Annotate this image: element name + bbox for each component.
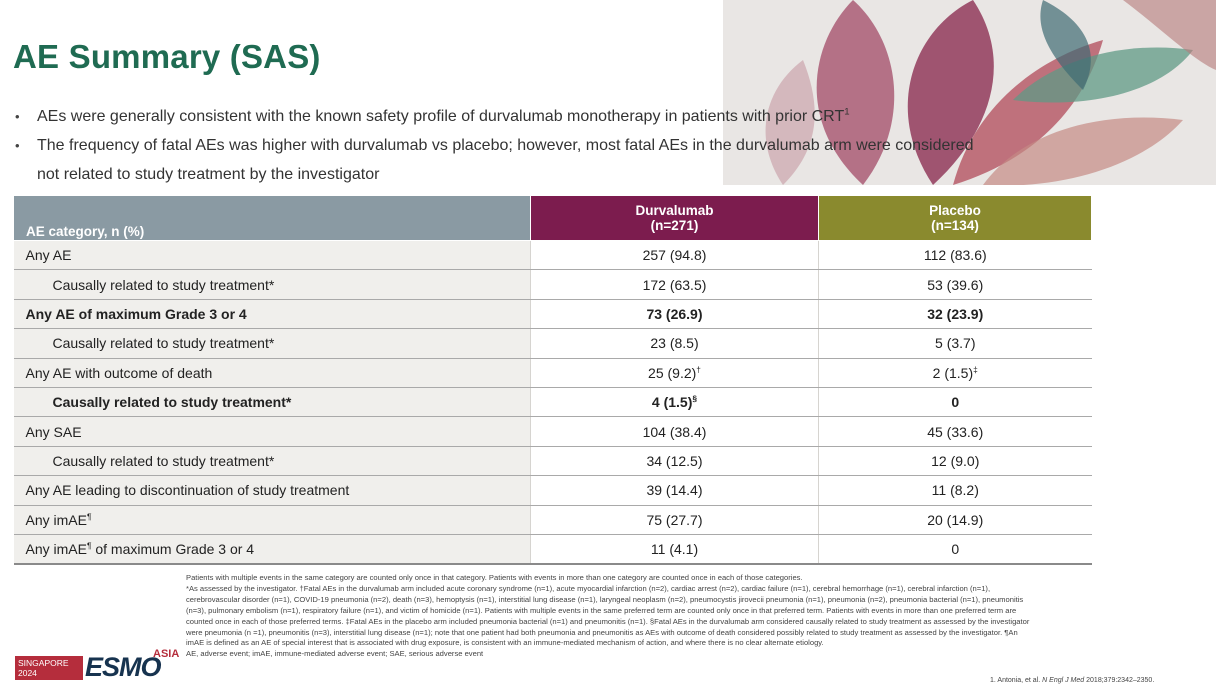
durvalumab-value: 172 (63.5) [531,270,819,299]
placebo-value: 5 (3.7) [819,329,1092,358]
durvalumab-value: 73 (26.9) [531,299,819,328]
row-label: Any AE leading to discontinuation of study treatment [14,476,531,505]
table-row [14,534,1092,564]
placebo-value [819,358,1092,387]
label-superscript: ¶ [86,511,92,522]
table-row [14,505,1092,534]
value-text: 25 (9.2) [648,364,697,381]
label-superscript: ¶ [86,540,92,551]
value-text: 4 (1.5) [651,394,693,411]
logo-year: 2024 [18,668,37,678]
footnote: AE, adverse event; imAE, immune-mediated adverse event; SAE, serious adverse event [186,649,484,659]
column-header-placebo [819,196,1092,241]
row-label: Causally related to study treatment* [14,329,531,358]
durvalumab-n: (n=271) [650,218,699,233]
ae-summary-table [13,195,1092,565]
placebo-value: 45 (33.6) [819,417,1092,446]
row-label: Causally related to study treatment* [14,387,531,416]
bullet-text: The frequency of fatal AEs was higher with durvalumab vs placebo; however, most fatal AEs in the durvalumab arm were considered [37,137,974,154]
table-row [14,417,1092,446]
bullet-text: AEs were generally consistent with the known safety profile of durvalumab monotherapy in patients with prior CRT [37,108,845,125]
row-label: Causally related to study treatment* [14,270,531,299]
label-text: Any imAE [25,541,87,558]
durvalumab-value: 23 (8.5) [531,329,819,358]
reference-journal: N Engl J Med [1042,677,1085,684]
bullet-item [15,102,975,131]
esmo-asia-logo [13,648,180,688]
durvalumab-value [531,358,819,387]
row-label [14,534,531,564]
durvalumab-value: 34 (12.5) [531,446,819,475]
table-row [14,299,1092,328]
value-text: 2 (1.5) [932,364,974,381]
label-suffix: of maximum Grade 3 or 4 [91,541,255,558]
table-row [14,358,1092,387]
row-label: Any AE with outcome of death [14,358,531,387]
label-text: Any imAE [25,511,87,528]
footnote: *As assessed by the investigator. †Fatal AEs in the durvalumab arm included acute coronary syndrome (n=1), acute myocardial infarction (n=2), cardiac arrest (n=2), cardiac failure (n=1), cerebral hemorrhage (n=1), cerebral infarction (n=1), cerebrovascular disorder (n=1), COVID-19 pneumonia (n=2), death (n=3), hemoptysis (n=1), interstitial lung disease (n=1), laryngeal neoplasm (n=2), pneumocystis jirovecii pneumonia (n=1), pneumonia (n=2), pneumonia bacterial (n=1), pneumonitis (n=3), pulmonary embolism (n=1), respiratory failure (n=1), and victim of homicide (n=1). Patients with multiple events in the same preferred term are counted only once in that preferred term. Patients with events in more than one preferred term are counted once in each of those preferred terms. ‡Fatal AEs in the placebo arm included pneumonia bacterial (n=1) and pneumonitis (n=1). §Fatal AEs in the durvalumab arm considered causally related to study treatment as assessed by the investigator were pneumonia (n =1), pneumonitis (n=3), interstitial lung disease (n=1); note that one patient had both pneumonia and pneumonitis as AEs with outcome of death considered possibly related to study treatment as assessed by the investigator. ¶An imAE is defined as an AE of special interest that is associated with drug exposure, is consistent with an immune-mediated mechanism of action, and where there is no clear alternate etiology. [186,583,1030,648]
footnotes [186,573,1031,660]
footnote: Patients with multiple events in the same category are counted only once in that category. Patients with events in more than one category are counted once in each of those categories. [186,573,803,582]
placebo-value: 0 [819,534,1092,564]
bullet-marker: • [15,109,20,124]
value-superscript: ‡ [973,364,978,375]
table-row [14,270,1092,299]
value-superscript: § [692,393,698,404]
logo-brand: ESMO [85,652,161,682]
table-row [14,241,1092,270]
durvalumab-value: 75 (27.7) [531,505,819,534]
reference-citation [990,677,1154,684]
logo-region: ASIA [153,648,180,660]
bullet-marker: • [15,138,20,153]
table-row [14,446,1092,475]
durvalumab-value: 11 (4.1) [531,534,819,564]
placebo-value: 11 (8.2) [819,476,1092,505]
page-title: AE Summary (SAS) [13,38,321,75]
placebo-label: Placebo [929,203,981,218]
durvalumab-value: 39 (14.4) [531,476,819,505]
column-header-durvalumab [531,196,819,241]
bullet-superscript: 1 [844,106,850,118]
placebo-value: 0 [819,387,1092,416]
durvalumab-value: 104 (38.4) [531,417,819,446]
placebo-value: 20 (14.9) [819,505,1092,534]
bullet-list [15,102,975,189]
row-label: Causally related to study treatment* [14,446,531,475]
placebo-value: 32 (23.9) [819,299,1092,328]
row-label: Any AE of maximum Grade 3 or 4 [14,299,531,328]
table-row [14,329,1092,358]
placebo-n: (n=134) [931,218,979,233]
bullet-item [15,131,975,189]
row-label: Any AE [14,241,531,270]
row-label: Any SAE [14,417,531,446]
durvalumab-label: Durvalumab [635,203,714,218]
logo-location-badge [15,656,83,680]
table-row [14,476,1092,505]
durvalumab-value: 257 (94.8) [531,241,819,270]
column-header-category: AE category, n (%) [14,196,531,241]
table-row [14,387,1092,416]
table-header-row [14,196,1092,241]
row-label [14,505,531,534]
durvalumab-value [531,387,819,416]
value-superscript: † [696,364,701,375]
logo-city: SINGAPORE [18,658,69,668]
reference-prefix: 1. Antonia, et al. [990,677,1041,684]
bullet-text-continued: not related to study treatment by the investigator [37,166,380,183]
placebo-value: 53 (39.6) [819,270,1092,299]
placebo-value: 112 (83.6) [819,241,1092,270]
reference-suffix: 2018;379:2342–2350. [1086,677,1155,684]
placebo-value: 12 (9.0) [819,446,1092,475]
